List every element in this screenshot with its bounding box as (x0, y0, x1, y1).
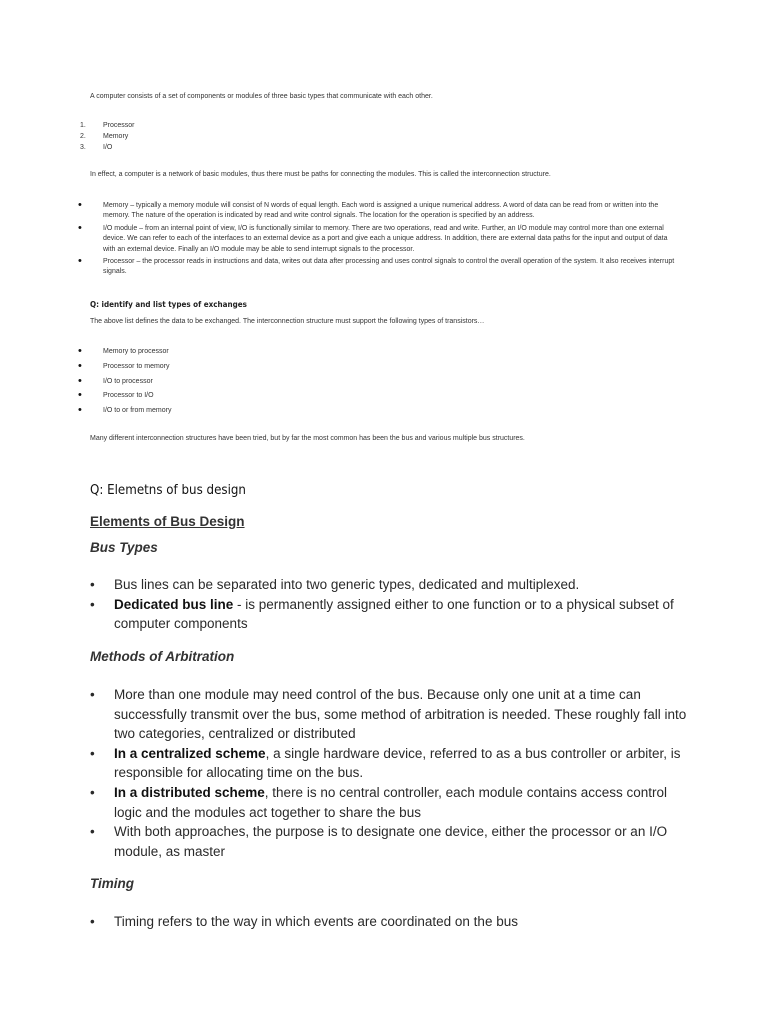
exchanges-list (78, 347, 678, 421)
subsection-heading: Bus Types (90, 540, 158, 555)
intro-paragraph: A computer consists of a set of components or modules of three basic types that communicate with each other. (90, 93, 433, 100)
list-item (78, 201, 678, 222)
question-heading: Q: identify and list types of exchanges (90, 300, 247, 309)
timing-list (90, 912, 690, 932)
list-item (78, 359, 678, 372)
list-item-text: I/O to or from memory (103, 407, 172, 415)
bullet-icon: • (78, 199, 82, 211)
subsection-heading: Timing (90, 876, 135, 891)
list-item (90, 744, 690, 783)
list-item (90, 912, 690, 932)
list-item (90, 822, 690, 861)
bus-types-list (90, 575, 690, 634)
effect-paragraph: In effect, a computer is a network of basic modules, thus there must be paths for connecting the modules. This is called the interconnection structure. (90, 171, 551, 178)
list-item-bold: In a centralized scheme (114, 745, 266, 761)
list-item-text: Processor to I/O (103, 392, 154, 400)
list-item (78, 347, 678, 357)
list-item (90, 575, 690, 595)
list-number: 2. (80, 132, 86, 140)
list-item (80, 132, 135, 143)
list-item-text: With both approaches, the purpose is to designate one device, either the processor or an I/O module, as master (114, 824, 668, 859)
bullet-icon: • (90, 687, 95, 702)
list-item (78, 406, 678, 416)
list-item-text: I/O (103, 143, 113, 151)
list-item-bold: Dedicated bus line (114, 596, 234, 612)
list-item (80, 121, 135, 132)
bullet-icon: • (90, 577, 95, 592)
list-item-text: Processor to memory (103, 362, 170, 370)
list-item (90, 595, 690, 634)
subsection-heading: Methods of Arbitration (90, 649, 235, 664)
list-item-text: Memory (103, 132, 129, 140)
many-paragraph: Many different interconnection structures have been tried, but by far the most common has been the bus and various multiple bus structures. (90, 435, 525, 442)
list-item (78, 257, 678, 278)
section-heading: Elements of Bus Design (90, 514, 245, 529)
list-item-text: Processor – the processor reads in instructions and data, writes out data after processing and uses control signals to control the overall operation of the system. It also receives interrupt signals. (103, 258, 675, 276)
list-item-text: Bus lines can be separated into two generic types, dedicated and multiplexed. (114, 577, 580, 592)
bullet-icon: • (90, 745, 95, 761)
list-item (78, 221, 678, 255)
list-item (80, 143, 135, 154)
module-types-list (80, 121, 135, 153)
list-item (90, 685, 690, 744)
list-item-text: - is permanently assigned either to one function or to a physical subset of computer components (114, 596, 674, 632)
bullet-icon: • (78, 389, 82, 402)
bullet-icon: • (78, 404, 82, 417)
bullet-icon: • (90, 914, 95, 929)
list-number: 1. (80, 122, 86, 129)
list-item-text: I/O module – from an internal point of view, I/O is functionally similar to memory. There are two operations, read and write. Further, an I/O module may control more than one external device. We can refer to each of the interfaces to an external device as a port and give each a unique address. In addition, there are external data paths for the input and output of data with an external device. Finally an I/O module may be able to send interrupt signals to the processor. (103, 224, 668, 253)
list-item-bold: In a distributed scheme (114, 784, 265, 800)
bullet-icon: • (78, 255, 82, 268)
list-item-text: , there is no central controller, each module contains access control logic and the modules act together to share the bus (114, 784, 668, 820)
bullet-icon: • (90, 824, 95, 840)
arbitration-list (90, 685, 690, 861)
list-item (78, 374, 678, 387)
list-item-text: , a single hardware device, referred to as a bus controller or arbiter, is responsible for allocating time on the bus. (114, 745, 681, 781)
list-item-text: More than one module may need control of the bus. Because only one unit at a time can successfully transmit over the bus, some method of arbitration is needed. These roughly fall into two categories, centralized or distributed (114, 687, 687, 742)
list-number: 3. (80, 143, 86, 151)
bullet-icon: • (78, 359, 82, 372)
bullet-icon: • (78, 221, 82, 234)
bullet-icon: • (78, 374, 82, 387)
question-heading: Q: Elemetns of bus design (90, 482, 246, 498)
above-paragraph: The above list defines the data to be exchanged. The interconnection structure must support the following types of transistors… (90, 318, 485, 325)
list-item (90, 783, 690, 822)
list-item-text: Processor (103, 122, 135, 129)
list-item-text: Memory – typically a memory module will consist of N words of equal length. Each word is assigned a unique numerical address. A word of data can be read from or written into the memory. The nature of the operation is indicated by read and write control signals. The location for the operation is specified by an address. (103, 202, 659, 220)
bullet-icon: • (90, 784, 95, 800)
bullet-icon: • (90, 596, 95, 612)
list-item-text: I/O to processor (103, 377, 153, 385)
definitions-list (78, 201, 678, 280)
list-item (78, 391, 678, 401)
bullet-icon: • (78, 345, 82, 357)
list-item-text: Memory to processor (103, 348, 169, 355)
list-item-text: Timing refers to the way in which events are coordinated on the bus (114, 914, 518, 929)
